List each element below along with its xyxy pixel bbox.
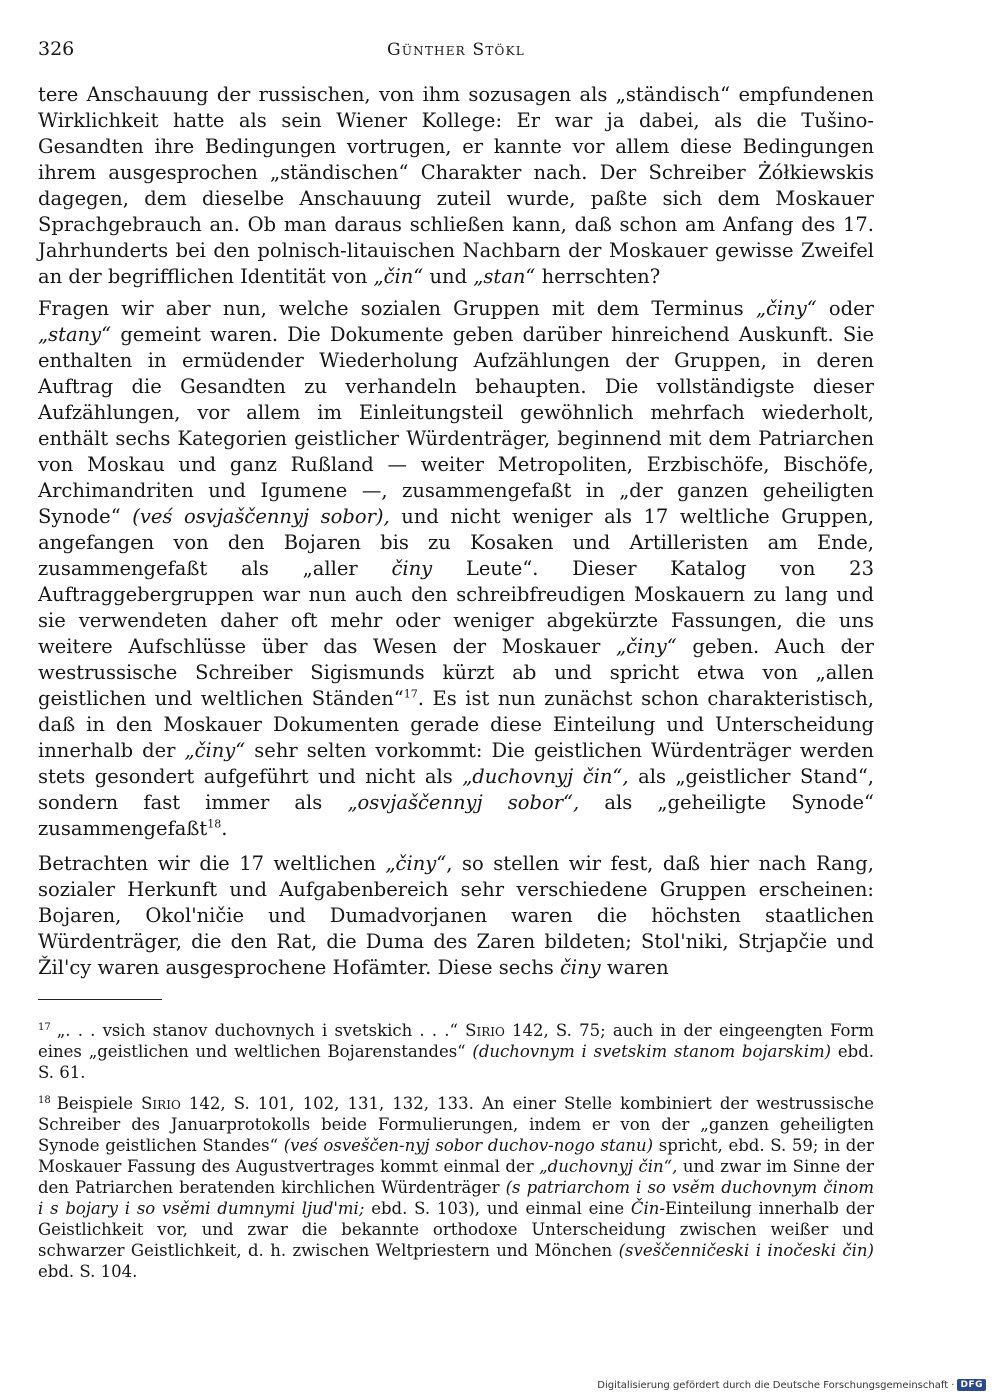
document-page [38,38,874,1292]
digitization-credit [597,1379,986,1391]
page-number: 326 [38,38,75,60]
running-head [38,38,874,68]
footnote-ref-17[interactable]: 17 [403,687,418,701]
footnotes [38,1020,874,1282]
paragraph-1: tere Anschauung der russischen, von ihm sozusagen als „ständisch“ empfundenen Wirklichkeit hatte als sein Wiener Kollege: Er war ja dabei, als die Tušino-Gesandten ihre Bedingungen vortrugen, er kannte vor allem diese Bedingungen ihrem ausgesprochen „ständischen“ Charakter nach. Der Schreiber Żółkiewskis dagegen, dem dieselbe Anschauung zuteil wurde, paßte sich dem Moskauer Sprachgebrauch an. Ob man daraus schließen kann, daß schon am Anfang des 17. Jahrhunderts bei den polnisch-litauischen Nachbarn der Moskauer gewisse Zweifel an der begrifflichen Identität von „čin“ und „stan“ herrschten? [38,83,874,288]
paragraph-3: Betrachten wir die 17 weltlichen „činy“, so stellen wir fest, daß hier nach Rang, sozialer Herkunft und Aufgabenbereich sehr verschiedene Gruppen erscheinen: Bojaren, Okol'ničie und Dumadvorjanen waren die höchsten staatlichen Würdenträger, die den Rat, die Duma des Zaren bildeten; Stol'niki, Strjapčie und Žil'cy waren ausgesprochene Hofämter. Diese sechs činy waren [38,852,874,979]
running-title: Günther Stökl [387,40,525,60]
digitization-text: Digitalisierung gefördert durch die Deutsche Forschungsgemeinschaft · [597,1379,955,1391]
footnote-17: $^{17}$ „. . . vsich stanov duchovnych i svetskich . . .“ Sirio 142, S. 75; auch in der eingeengten Form eines „geistlichen und weltlichen Bojarenstandes“ (duchovnym i svetskim stanom bojarskim) ebd. S. 61. [38,1021,874,1082]
footnote-divider [38,999,162,1000]
footnote-number: 17 [38,1021,51,1033]
footnote-18: $^{18}$ Beispiele Sirio 142, S. 101, 102, 131, 132, 133. An einer Stelle kombiniert der westrussische Schreiber des Januarprotokolls beide Formulierungen, indem er von der „ganzen geheiligten Synode geistlichen Standes“ (veś osveščen-nyj sobor duchov-nogo stanu) spricht, ebd. S. 59; in der Moskauer Fassung des Augustvertrages kommt einmal der „duchovnyj čin“, und zwar im Sinne der den Patriarchen beratenden kirchlichen Würdenträger (s patriarchom i so vsěm duchovnym činom i s bojary i so vsěmi dumnymi ljud'mi; ebd. S. 103), und einmal eine Čin-Einteilung innerhalb der Geistlichkeit vor, und zwar die bekannte orthodoxe Unterscheidung zwischen weißer und schwarzer Geistlichkeit, d. h. zwischen Weltpriestern und Mönchen (sveščenničeski i inočeski čin) ebd. S. 104. [38,1094,874,1281]
paragraph-2: Fragen wir aber nun, welche sozialen Gruppen mit dem Terminus „činy“ oder „stany“ gemeint waren. Die Dokumente geben darüber hinreichend Auskunft. Sie enthalten in ermüdender Wiederholung Aufzählungen der Gruppen, in deren Auftrag die Gesandten zu verhandeln behaupten. Die vollständigste dieser Aufzählungen, vor allem im Einleitungsteil gewöhnlich mehrfach wiederholt, enthält sechs Kategorien geistlicher Würdenträger, beginnend mit dem Patriarchen von Moskau und ganz Rußland — weiter Metropoliten, Erzbischöfe, Bischöfe, Archimandriten und Igumene —, zusammengefaßt in „der ganzen geheiligten Synode“ (veś osvjaščennyj sobor), und nicht weniger als 17 weltliche Gruppen, angefangen von den Bojaren bis zu Kosaken und Artilleristen am Ende, zusammengefaßt als „aller činy Leute“. Dieser Katalog von 23 Auftraggebergruppen war nun auch den schreibfreudigen Moskauern zu lang und sie verwendeten daher oft mehr oder weniger abgekürzte Fassungen, die uns weitere Aufschlüsse über das Wesen der Moskauer „činy“ geben. Auch der westrussische Schreiber Sigismunds kürzt ab und spricht etwa von „allen geistlichen und weltlichen Ständen“$^{17}$. Es ist nun zunächst schon charakteristisch, daß in den Moskauer Dokumenten gerade diese Einteilung und Unterscheidung innerhalb der „činy“ sehr selten vorkommt: Die geistlichen Würdenträger werden stets gesondert aufgeführt und nicht als „duchovnyj čin“, als „geistlicher Stand“, sondern fast immer als „osvjaščennyj sobor“, als „geheiligte Synode“ zusammengefaßt$^{18}$. [38,297,874,840]
body-text [38,82,874,981]
dfg-logo[interactable]: DFG [957,1379,986,1391]
footnote-ref-18[interactable]: 18 [207,817,222,831]
footnote-number: 18 [38,1094,51,1106]
